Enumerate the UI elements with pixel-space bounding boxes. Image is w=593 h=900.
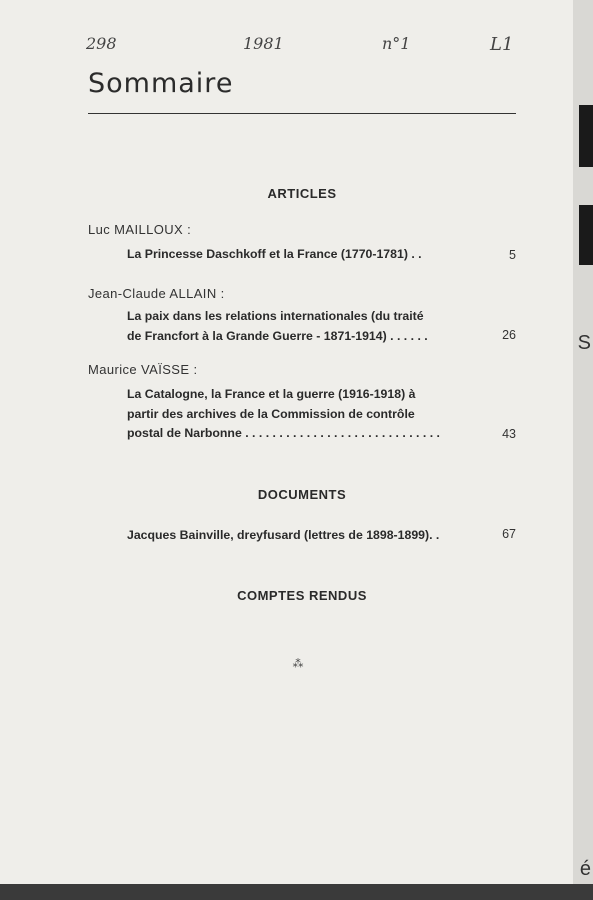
black-tab (579, 105, 593, 167)
author-name: Jean-Claude ALLAIN : (88, 286, 225, 301)
page-title: Sommaire (88, 68, 234, 99)
article-title-line: postal de Narbonne . . . . . . . . . . . . . . . . . . . . . . . . . . . . . (127, 426, 440, 440)
page-number: 26 (502, 328, 516, 342)
page-number: 67 (502, 527, 516, 541)
author-name: Luc MAILLOUX : (88, 222, 192, 237)
article-title (127, 307, 475, 346)
document-title (127, 526, 475, 546)
asterism-ornament: ⁂ (292, 658, 304, 670)
article-title-line: La Princesse Daschkoff et la France (1770-1781) . . (127, 247, 422, 261)
black-tab (579, 205, 593, 265)
article-title (127, 385, 475, 444)
document-title-line: Jacques Bainville, dreyfusard (lettres de 1898-1899). . (127, 528, 440, 542)
author-name: Maurice VAÏSSE : (88, 362, 198, 377)
title-rule (88, 113, 516, 114)
handwritten-note-year: 1981 (243, 34, 284, 53)
article-title-line: La paix dans les relations internationales (du traité (127, 309, 424, 323)
article-title (127, 245, 475, 265)
handwritten-note-code: L1 (490, 34, 514, 55)
article-title-line: de Francfort à la Grande Guerre - 1871-1914) . . . . . . (127, 328, 428, 343)
article-title-line: partir des archives de la Commission de contrôle (127, 406, 415, 421)
section-heading-documents: DOCUMENTS (257, 487, 347, 502)
section-heading-articles: ARTICLES (267, 186, 337, 201)
edge-letter: S (577, 332, 591, 354)
article-title-line: La Catalogne, la France et la guerre (1916-1918) à (127, 387, 416, 401)
handwritten-note-number: n°1 (382, 34, 411, 53)
section-heading-comptes-rendus: COMPTES RENDUS (237, 588, 367, 603)
handwritten-note-left: 298 (86, 34, 117, 53)
page-number: 43 (502, 427, 516, 441)
scan-bottom-edge (0, 884, 593, 900)
adjacent-page-edge (573, 0, 593, 900)
page-number: 5 (509, 248, 516, 262)
edge-letter: é (579, 858, 591, 880)
